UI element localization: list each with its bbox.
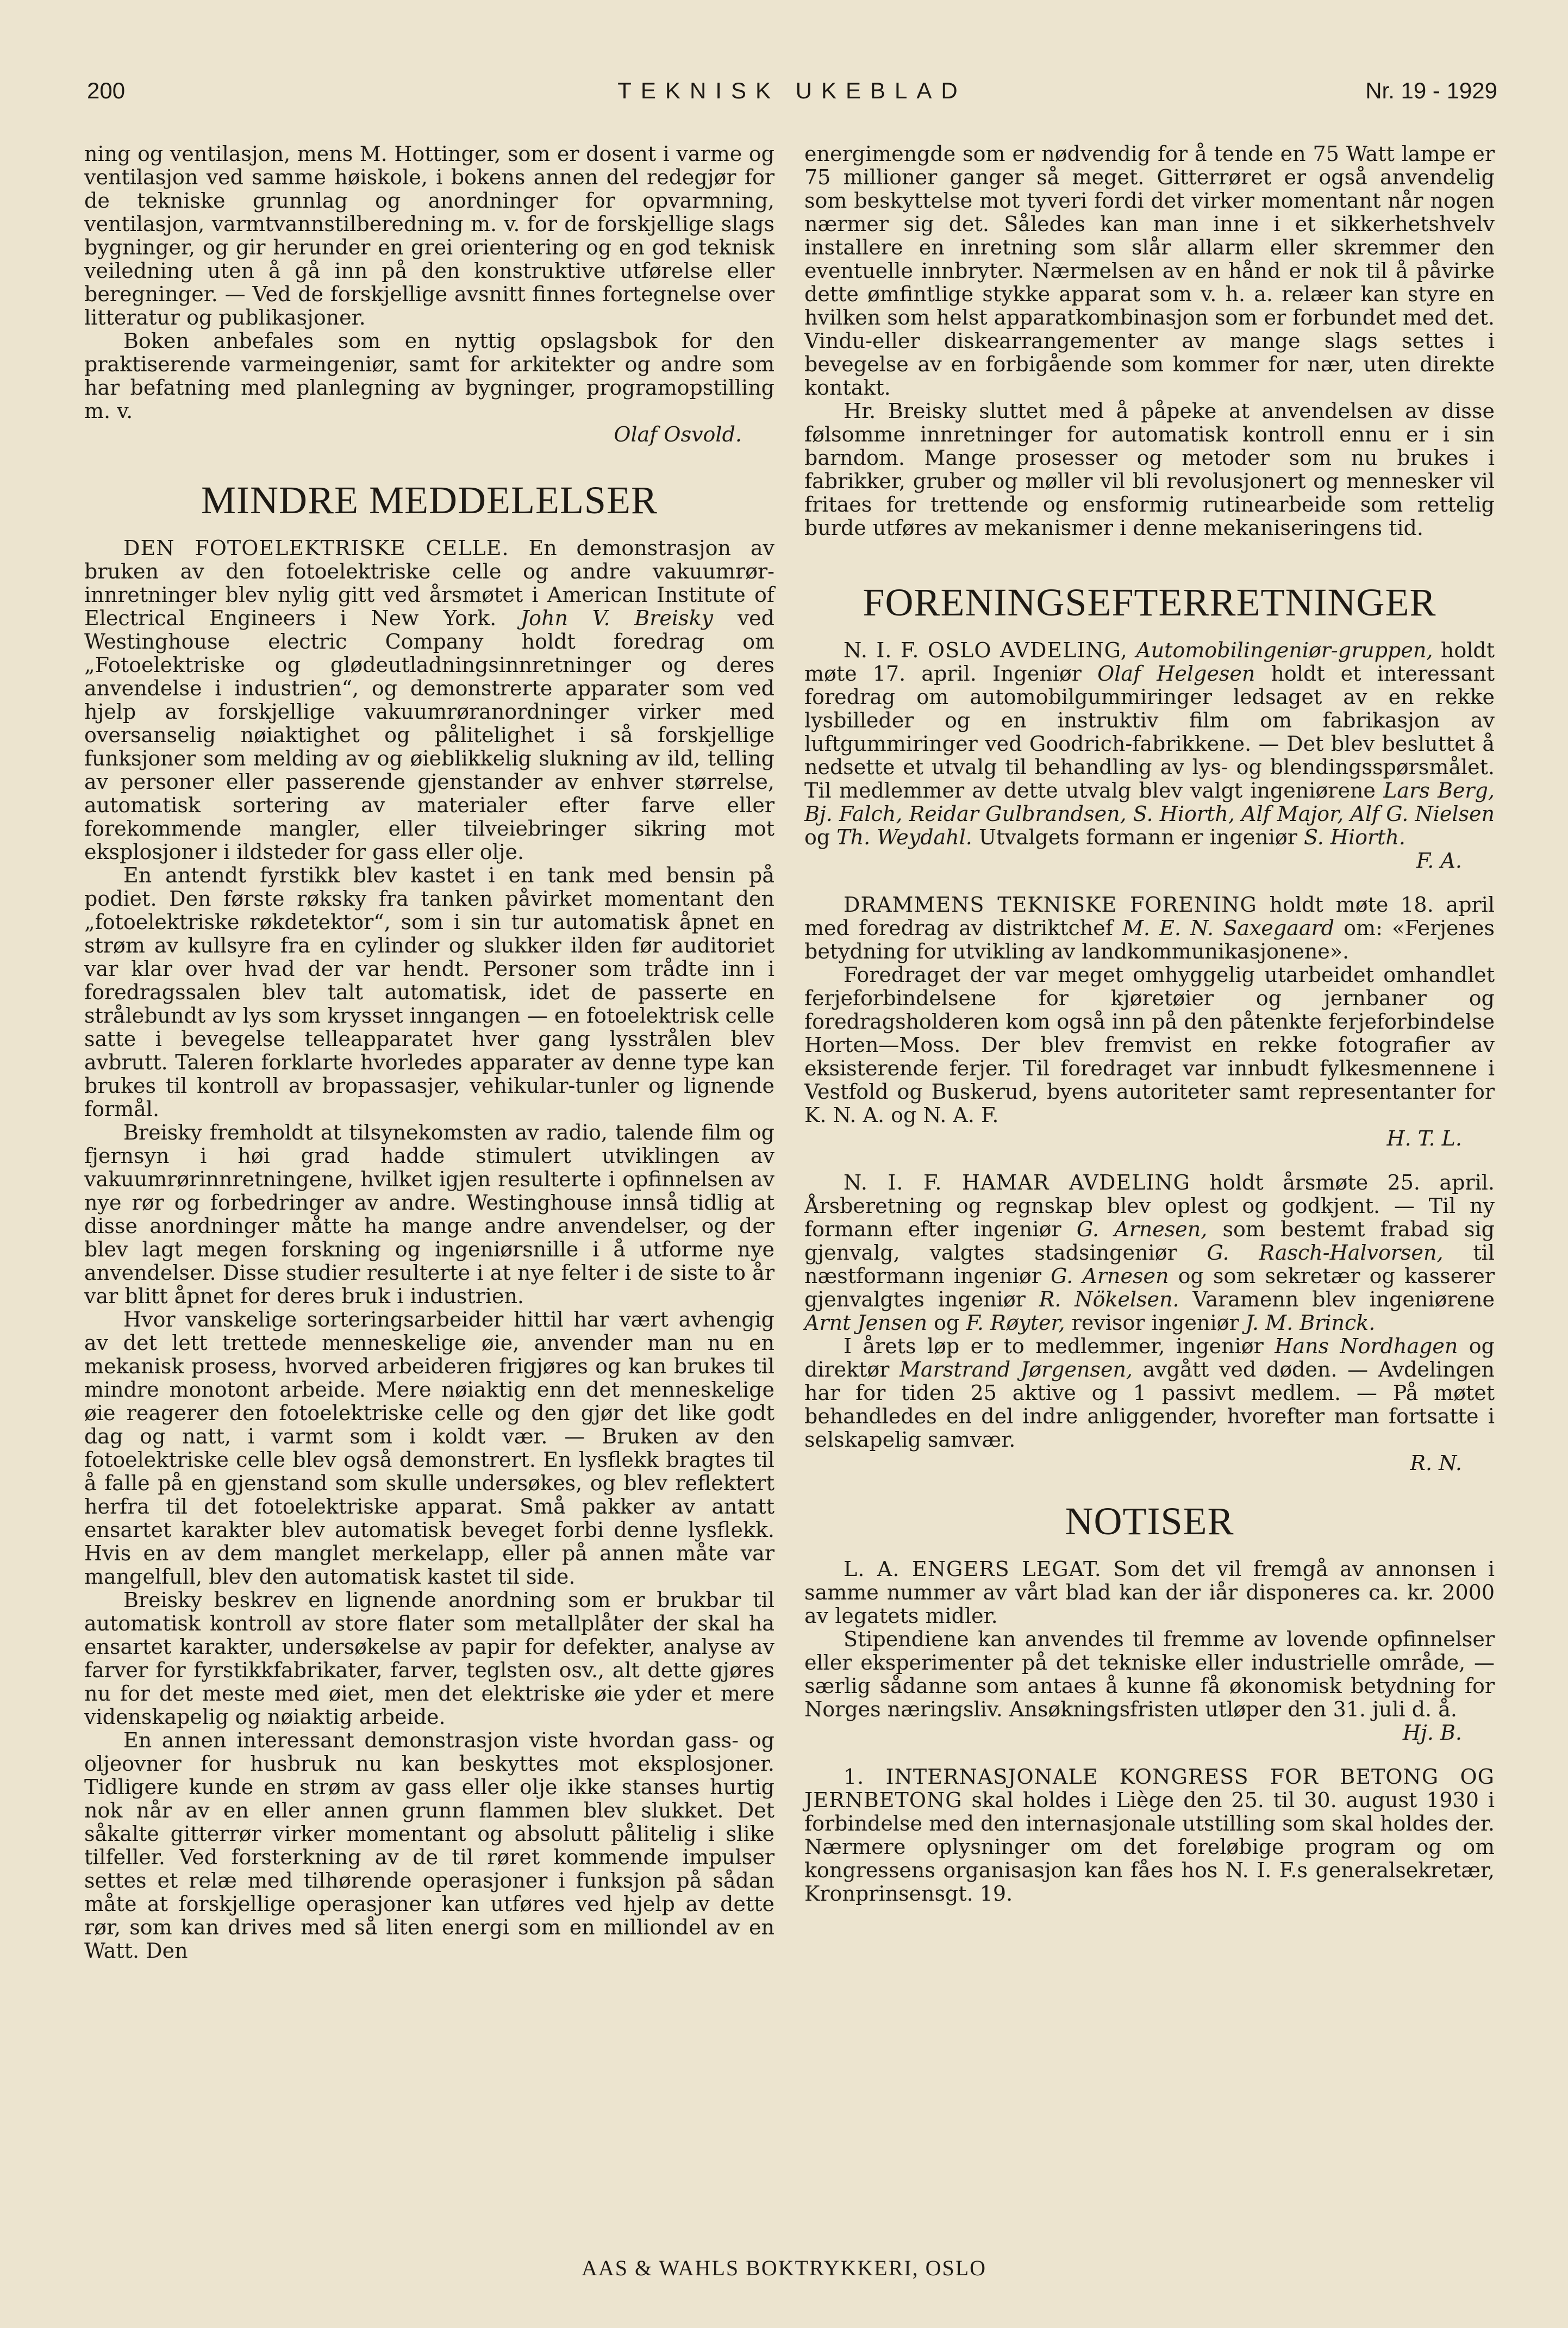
printer-footer: AAS & WAHLS BOKTRYKKERI, OSLO bbox=[581, 2256, 987, 2280]
article-paragraph: Breisky fremholdt at tilsynekomsten av radio, talende film og fjernsyn i høi grad hadde stimulert utviklingen av vakuumrørinnretningene, hvilket igjen resulterte i opfinnelsen av nye rør og forbedringer av andre. Westinghouse innså tidlig at disse anordninger måtte ha mange andre anvendelser, og der blev lagt megen forskning og ingeniørsnille i å utforme nye anvendelser. Disse studier resulterte i at nye felter i de siste to år var blitt åpnet for deres bruk i industrien. bbox=[84, 1121, 774, 1308]
notice-signature: F. A. bbox=[1416, 849, 1462, 873]
journal-title: TEKNISK UKEBLAD bbox=[617, 78, 967, 103]
article-continuation: energimengde som er nødvendig for å tende en 75 Watt lampe er 75 millioner ganger så meget. Gitterrøret er også anvendelig som beskyttelse mot tyveri fordi det virker momentant når nogen nærmer sig det. Således kan man inne i et sikkerhetshvelv installere en inretning som slår allarm eller skremmer den eventuelle innbryter. Nærmelsen av en hånd er nok til å påvirke dette ømfintlige stykke apparat som v. h. a. relæer kan styre en hvilken som helst apparatkombinasjon som er forbundet med det. Vindu-eller diskearrangementer av mange slags settes i bevegelse av en forbigående som kommer for nær, uten direkte kontakt. bbox=[804, 142, 1495, 400]
review-signature: Olaf Osvold. bbox=[614, 422, 742, 446]
page-number: 200 bbox=[87, 78, 126, 103]
section-title-notiser: NOTISER bbox=[1065, 1499, 1234, 1543]
section-title-mindre-meddelelser: MINDRE MEDDELELSER bbox=[201, 478, 658, 522]
spacer bbox=[804, 873, 1495, 893]
notice-paragraph: Foredraget der var meget omhyggelig utarbeidet omhandlet ferjeforbindelsene for kjøretøier og jernbaner og foredragsholderen kom også inn på den påtenkte ferjeforbindelse Horten—Moss. Der blev fremvist en rekke fotografier av eksisterende ferjer. Til foredraget var innbudt fylkesmennene i Vestfold og Buskerud, byens autoriteter samt representanter for K. N. A. og N. A. F. bbox=[804, 963, 1495, 1127]
notice-signature: Hj. B. bbox=[1402, 1721, 1462, 1745]
person-name: John V. Breisky bbox=[520, 606, 713, 630]
left-column bbox=[84, 142, 774, 1963]
section-title-foreningsefterretninger: FORENINGSEFTERRETNINGER bbox=[863, 581, 1436, 624]
article-paragraph: En annen interessant demonstrasjon viste hvordan gass- og oljeovner for husbruk nu kan beskyttes mot eksplosjoner. Tidligere kunde en strøm av gass eller olje ikke stanses hurtig nok når av en eller annen grunn flammen blev slukket. Det såkalte gitterrør virker momentant og absolutt pålitelig i slike tilfeller. Ved forsterkning av de til røret kommende impulser settes et relæ med tilhørende operasjoner i funksjon på sådan måte at forskjellige operasjoner kan utføres ved hjelp av dette rør, som kan drives med så liten energi som en milliondel av en Watt. Den bbox=[84, 1728, 774, 1963]
page-header bbox=[87, 72, 1497, 110]
spacer bbox=[804, 1745, 1495, 1765]
issue-number: Nr. 19 - 1929 bbox=[1365, 78, 1497, 103]
review-continuation: ning og ventilasjon, mens M. Hottinger, som er dosent i varme og ventilasjon ved samme høiskole, i bokens annen del redegjør for de tekniske grunnlag og anordninger for opvarmning, ventilasjon, varmtvannstilberedning m. v. for de forskjellige slags bygninger, og gir herunder en grei orientering og en god teknisk veiledning uten å gå inn på den konstruktive utførelse eller beregninger. — Ved de forskjellige avsnitt finnes fortegnelse over litteratur og publikasjoner. bbox=[84, 142, 774, 329]
notice-drammens: DRAMMENS TEKNISKE FORENING holdt møte 18. april med foredrag av distriktchef M. E. N. Saxegaard om: «Ferjenes betydning for utvikling av landkommunikasjonene». bbox=[804, 893, 1495, 963]
article-paragraph: Hvor vanskelige sorteringsarbeider hittil har vært avhengig av det lett trettede menneskelige øie, anvender man nu en mekanisk prosess, hvorved arbeideren frigjøres og kan brukes til mindre monotont arbeide. Mere nøiaktig enn det menneskelige øie reagerer den fotoelektriske celle og den gjør det like godt dag og natt, i varmt som i koldt vær. — Bruken av den fotoelektriske celle blev også demonstrert. En lysflekk bragtes til å falle på en gjenstand som skulle undersøkes, og blev reflektert herfra til det fotoelektriske apparat. Små pakker av antatt ensartet karakter blev automatisk beveget forbi denne lysflekk. Hvis en av dem manglet merkelapp, eller på annen måte var mangelfull, blev den automatisk kastet til side. bbox=[84, 1308, 774, 1589]
notice-engers-legat: L. A. ENGERS LEGAT. Som det vil fremgå av annonsen i samme nummer av vårt blad kan der iår disponeres ca. kr. 2000 av legatets midler. bbox=[804, 1557, 1495, 1628]
article-paragraph: En antendt fyrstikk blev kastet i en tank med bensin på podiet. Den første røksky fra tanken påvirket momentant den „fotoelektriske røkdetektor“, som i sin tur automatisk åpnet en strøm av kullsyre fra en cylinder og slukker ilden før auditoriet var klar over hvad der var hendt. Personer som trådte inn i foredragssalen blev talt automatisk, idet de passerte en strålebundt av lys som krysset inngangen — en fotoelektrisk celle satte i bevegelse telleapparatet hver gang lysstrålen blev avbrutt. Taleren forklarte hvorledes apparater av denne type kan brukes til kontroll av bropassasjer, vehikular-tunler og lignende formål. bbox=[84, 863, 774, 1121]
article-fotoelektrisk-celle: DEN FOTOELEKTRISKE CELLE. En demonstrasjon av bruken av den fotoelektriske celle og andre vakuumrør-innretninger blev nylig gitt ved årsmøtet i American Institute of Electrical Engineers i New York. John V. Breisky ved Westinghouse electric Company holdt foredrag om „Fotoelektriske og glødeutladningsinnretninger og deres anvendelse i industrien“, og demonstrerte apparater som ved hjelp av forskjellige vakuumrøranordninger virker med oversanselig nøiaktighet og pålitelighet i så forskjellige funksjoner som melding av og øieblikkelig slukning av ild, telling av personer eller passerende gjenstander av enhver størrelse, automatisk sortering av materialer efter farve eller forekommende mangler, eller tilveiebringer sikring mot eksplosjoner i ildsteder for gass eller olje. bbox=[84, 536, 774, 864]
notice-oslo-avdeling: N. I. F. OSLO AVDELING, Automobilingeniør-gruppen, holdt møte 17. april. Ingeniør Olaf Helgesen holdt et interessant foredrag om automobilgummiringer ledsaget av en rekke lysbilleder og en instruktiv film om fabrikasjon av luftgummiringer ved Goodrich-fabrikkene. — Det blev besluttet å nedsette et utvalg til behandling av lys- og blendingsspørsmålet. Til medlemmer av dette utvalg blev valgt ingeniørene Lars Berg, Bj. Falch, Reidar Gulbrandsen, S. Hiorth, Alf Major, Alf G. Nielsen og Th. Weydahl. Utvalgets formann er ingeniør S. Hiorth. bbox=[804, 638, 1495, 849]
article-paragraph: Hr. Breisky sluttet med å påpeke at anvendelsen av disse følsomme innretninger for automatisk kontroll ennu er i sin barndom. Mange prosesser og metoder som nu brukes i fabrikker, gruber og møller vil bli revolusjonert og mennesker vil fritaes for trettende og ensformig rutinearbeide som rettelig burde utføres av mekanismer i denne mekaniseringens tid. bbox=[804, 399, 1495, 540]
notice-signature: H. T. L. bbox=[1386, 1126, 1462, 1150]
review-paragraph: Boken anbefales som en nyttig opslagsbok for den praktiserende varmeingeniør, samt for arkitekter og andre som har befatning med planlegning av bygninger, programopstilling m. v. bbox=[84, 329, 774, 423]
notice-hamar: N. I. F. HAMAR AVDELING holdt årsmøte 25. april. Årsberetning og regnskap blev oplest og godkjent. — Til ny formann efter ingeniør G. Arnesen, som bestemt frabad sig gjenvalg, valgtes stadsingeniør G. Rasch-Halvorsen, til næstformann ingeniør G. Arnesen og som sekretær og kasserer gjenvalgtes ingeniør R. Nökelsen. Varamenn blev ingeniørene Arnt Jensen og F. Røyter, revisor ingeniør J. M. Brinck. bbox=[804, 1171, 1495, 1335]
notice-paragraph: I årets løp er to medlemmer, ingeniør Hans Nordhagen og direktør Marstrand Jørgensen, avgått ved døden. — Avdelingen har for tiden 25 aktive og 1 passivt medlem. — På møtet behandledes en del indre anliggender, hvorefter man fortsatte i selskapelig samvær. bbox=[804, 1334, 1495, 1452]
right-column bbox=[804, 142, 1495, 1906]
notice-signature: R. N. bbox=[1410, 1451, 1462, 1475]
article-lead: DEN FOTOELEKTRISKE CELLE. bbox=[123, 536, 509, 560]
notice-paragraph: Stipendiene kan anvendes til fremme av lovende opfinnelser eller eksperimenter på det tekniske eller industrielle område, — særlig sådanne som antaes å kunne få økonomisk betydning for Norges næringsliv. Ansøkningsfristen utløper den 31. juli d. å. bbox=[804, 1627, 1495, 1721]
notice-kongress: 1. INTERNASJONALE KONGRESS FOR BETONG OG JERNBETONG skal holdes i Liège den 25. til 30. august 1930 i forbindelse med den internasjonale utstilling som skal holdes der. Nærmere oplysninger om det foreløbige program og om kongressens organisasjon kan fåes hos N. I. F.s generalsekretær, Kronprinsensgt. 19. bbox=[804, 1765, 1495, 1906]
spacer bbox=[804, 1150, 1495, 1171]
article-paragraph: Breisky beskrev en lignende anordning som er brukbar til automatisk kontroll av store flater som metallplåter der skal ha ensartet karakter, undersøkelse av papir for defekter, analyse av farver for fyrstikkfabrikater, farver, teglsten osv., alt dette gjøres nu for det meste med øiet, men det elektriske øie yder et mere videnskapelig og nøiaktig arbeide. bbox=[84, 1588, 774, 1729]
